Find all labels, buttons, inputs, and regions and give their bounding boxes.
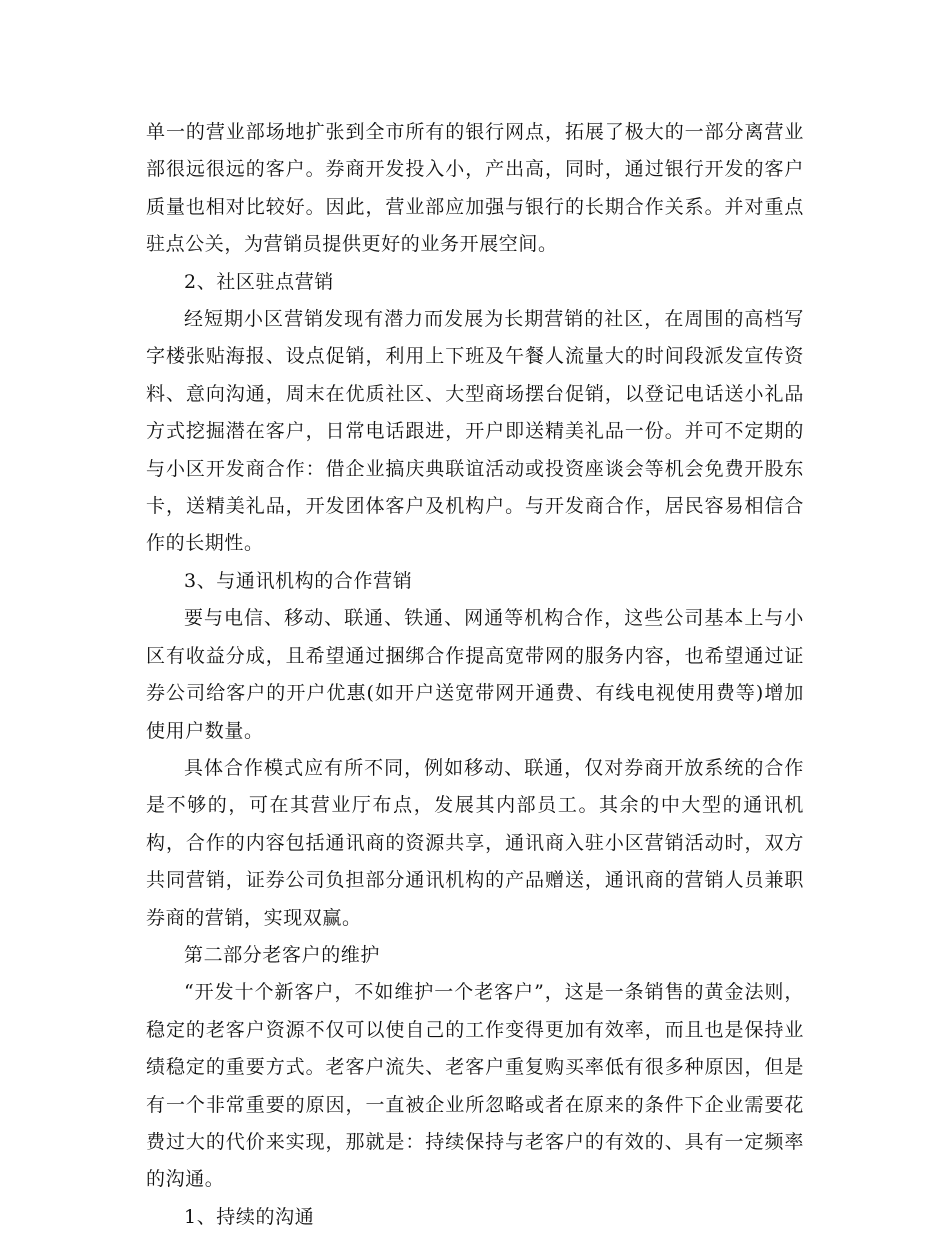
document-page [146, 114, 804, 1236]
heading-community-marketing: 2、社区驻点营销 [184, 270, 334, 293]
heading-continuous-communication: 1、持续的沟通 [184, 1205, 315, 1228]
paragraph-community-marketing: 经短期小区营销发现有潜力而发展为长期营销的社区，在周围的高档写字楼张贴海报、设点促销，利用上下班及午餐人流量大的时间段派发宣传资料、意向沟通，周末在优质社区、大型商场摆台促销，以登记电话送小礼品方式挖掘潜在客户，日常电话跟进，开户即送精美礼品一份。并可不定期的与小区开发商合作：借企业搞庆典联谊活动或投资座谈会等机会免费开股东卡，送精美礼品，开发团体客户及机构户。与开发商合作，居民容易相信合作的长期性。 [146, 308, 804, 555]
heading-telecom-cooperation: 3、与通讯机构的合作营销 [184, 569, 413, 592]
paragraph-old-customers: “开发十个新客户，不如维护一个老客户”，这是一条销售的黄金法则，稳定的老客户资源不仅可以使自己的工作变得更加有效率，而且也是保持业绩稳定的重要方式。老客户流失、老客户重复购买率低有很多种原因，但是有一个非常重要的原因，一直被企业所忽略或者在原来的条件下企业需要花费过大的代价来实现，那就是：持续保持与老客户的有效的、具有一定频率的沟通。 [146, 981, 804, 1191]
paragraph-bank-expansion: 单一的营业部场地扩张到全市所有的银行网点，拓展了极大的一部分离营业部很远很远的客户。券商开发投入小，产出高，同时，通过银行开发的客户质量也相对比较好。因此，营业部应加强与银行的长期合作关系。并对重点驻点公关，为营销员提供更好的业务开展空间。 [146, 121, 804, 256]
paragraph-telecom-cooperation: 要与电信、移动、联通、铁通、网通等机构合作，这些公司基本上与小区有收益分成，且希望通过捆绑合作提高宽带网的服务内容，也希望通过证券公司给客户的开户优惠(如开户送宽带网开通费、有线电视使用费等)增加使用户数量。 [146, 607, 804, 742]
heading-part-two: 第二部分老客户的维护 [184, 943, 381, 966]
paragraph-cooperation-modes: 具体合作模式应有所不同，例如移动、联通，仅对券商开放系统的合作是不够的，可在其营业厅布点，发展其内部员工。其余的中大型的通讯机构，合作的内容包括通讯商的资源共享，通讯商入驻小区营销活动时，双方共同营销，证券公司负担部分通讯机构的产品赠送，通讯商的营销人员兼职券商的营销，实现双赢。 [146, 756, 804, 929]
